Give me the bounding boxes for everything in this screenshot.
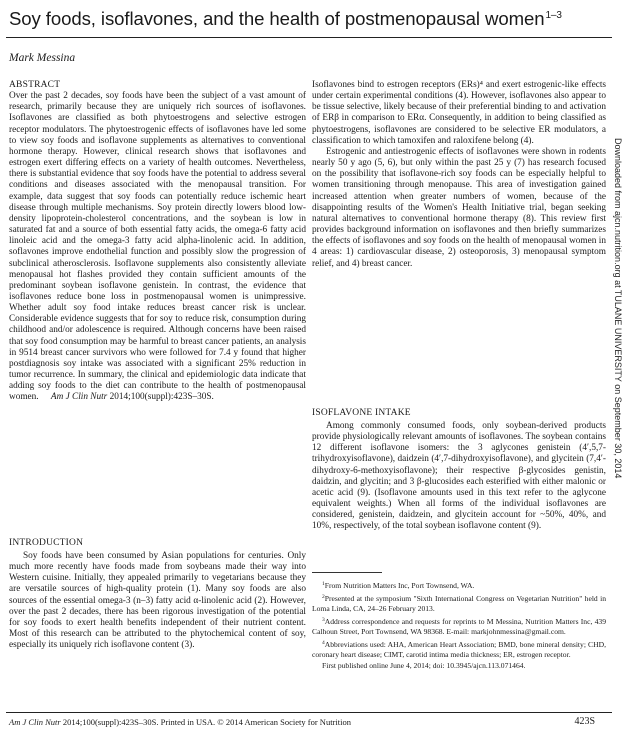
introduction-paragraph: Soy foods have been consumed by Asian populations for centuries. Only much more recently have foods made from soybeans made their way into Western cuisine. Initially, they appealed primarily to vegetarians because they are versatile sources of high-quality protein (1). Many soy foods are also sources of the essential omega-3 (n–3) fatty acid α-linolenic acid (2). However, over the past 2 decades, there has been rigorous investigation of the potential for soy foods to exert health benefits independent of their nutrient content. Most of this research can be attributed to the phytochemical content of soy, especially its uniquely rich isoflavone content (3). [9, 551, 306, 651]
page-footer [9, 717, 351, 727]
isoflavone-intake-section [312, 421, 606, 533]
abstract-body [9, 91, 306, 403]
footnote-text: Address correspondence and requests for reprints to M Messina, Nutrition Matters Inc, 439 Calhoun Street, Port Townsend, WA 98368. E-mail: markjohnmessina@gmail.com. [312, 617, 606, 636]
footnote [312, 592, 606, 614]
title-footnote-marks: 1–3 [545, 10, 562, 21]
footnote-text: From Nutrition Matters Inc, Port Townsend, WA. [324, 581, 475, 590]
footnote-mark: 3 [322, 617, 325, 623]
author-name: Mark Messina [9, 52, 76, 64]
footnote-text: Presented at the symposium "Sixth International Congress on Vegetarian Nutrition" held in Loma Linda, CA, 24–26 February 2013. [312, 594, 606, 613]
abstract-citation [51, 392, 214, 402]
citation-journal: Am J Clin Nutr [50, 392, 108, 403]
footer-rule [6, 712, 612, 713]
abstract-section [9, 80, 306, 404]
isoflavone-intake-heading: ISOFLAVONE INTAKE [312, 408, 411, 418]
introduction-section [9, 551, 306, 651]
paragraph-er-binding: Isoflavones bind to estrogen receptors (ERs)⁴ and exert estrogenic-like effects under certain experimental conditions (4). However, isoflavones also appear to be tissue selective, likely because of their preferential binding to and activation of ERβ in comparison to ERα. Consequently, in addition to being classified as phytoestrogens, isoflavones are considered to be selective ER modulators, a classification to which tamoxifen and raloxifene belong (4). [312, 80, 606, 146]
footnote-mark: 4 [322, 640, 325, 646]
page-number: 423S [574, 716, 595, 727]
footnote-text: Abbreviations used: AHA, American Heart Association; BMD, bone mineral density; CHD, coronary heart disease; CIMT, carotid intima media thickness; ER, estrogen receptor. [312, 640, 606, 659]
citation-details: 2014;100(suppl):423S–30S. [109, 392, 214, 403]
footnote-rule [312, 572, 382, 573]
isoflavone-intake-paragraph: Among commonly consumed foods, only soybean-derived products provide physiologically relevant amounts of isoflavones. The soybean contains 12 different isoflavone isomers: the 3 aglycones genistein (4′,5,7-trihydroxyisoflavone), daidzein (4′,7-dihydroxyisoflavone), and glycitein (7,4′-dihydroxy-6-methoxyisoflavone); their respective β-glycosides genistin, daidzin, and glycitin; and 3 β-glucosides each esterified with either malonic or acetic acid (9). (Isoflavone amounts used in this text refer to the aglycone equivalent weights.) When all forms of the individual isoflavones are considered, genistein, daidzein, and glycitein account for ~50%, 40%, and 10%, respectively, of the total soybean isoflavone content (9). [312, 421, 606, 532]
first-published-note [312, 661, 606, 671]
article-title [9, 8, 609, 30]
footnote [312, 615, 606, 637]
footnote-mark: 2 [322, 594, 325, 600]
paragraph-estrogenic-effects: Estrogenic and antiestrogenic effects of isoflavones were shown in rodents nearly 50 y ago (5, 6), but only within the past 25 y (7) has research focused on the possibility that isoflavone-rich soy foods can be especially helpful to women transitioning through menopause. This area of investigation gained increased attention when greater numbers of women, because of the disappointing results of the Women's Health Initiative trial, began seeking natural alternatives to conventional hormone therapy (8). This review first provides background information on isoflavones and then briefly summarizes the effects of isoflavones and soy foods on the health of menopausal women in 4 areas: 1) cardiovascular disease, 2) osteoporosis, 3) menopausal symptom relief, and 4) breast cancer. [312, 146, 606, 269]
abstract-heading: ABSTRACT [9, 80, 61, 90]
right-column-intro [312, 80, 606, 270]
introduction-heading: INTRODUCTION [9, 538, 84, 548]
footer-journal: Am J Clin Nutr [9, 717, 61, 727]
footnote [312, 638, 606, 660]
footnote-mark: 1 [322, 581, 325, 587]
download-watermark [613, 138, 628, 618]
download-watermark-text: Downloaded from ajcn.nutrition.org at TULANE UNIVERSITY on September 30, 2014 [613, 138, 623, 479]
footnote-text: First published online June 4, 2014; doi: 10.3945/ajcn.113.071464. [322, 661, 526, 670]
abstract-text: Over the past 2 decades, soy foods have been the subject of a vast amount of research, primarily because they are uniquely rich sources of isoflavones. Isoflavones are classified as both phytoestrogens and selective estrogen receptor modulators. The phytoestrogenic effects of isoflavones have led some to view soy foods and isoflavone supplements as alternatives to conventional hormone therapy. However, clinical research shows that isoflavones and estrogen exert differing effects on a variety of health outcomes. Nevertheless, there is substantial evidence that soy foods have the potential to address several conditions and diseases associated with the menopausal transition. For example, data suggest that soy foods can potentially reduce ischemic heart disease through multiple mechanisms. Soy protein directly lowers blood low-density lipoprotein-cholesterol concentrations, and the soybean is low in saturated fat and a source of both essential fatty acids, the omega-6 fatty acid linoleic acid and the omega-3 fatty acid alpha-linolenic acid. In addition, soflavones improve endothelial function and possibly slow the progression of subclinical atherosclerosis. Isoflavone supplements also consistently alleviate menopausal hot flashes provided they contain sufficient amounts of the predominant soybean isoflavone genistein. In contrast, the evidence that isoflavones reduce bone loss in postmenopausal women is unimpressive. Whether adult soy food intake reduces breast cancer risk is unclear. Considerable evidence suggests that for soy to reduce risk, consumption during childhood and/or adolescence is required. Although concerns have been raised that soy food consumption may be harmful to breast cancer patients, an analysis in 9514 breast cancer survivors who were followed for 7.4 y found that higher postdiagnosis soy intake was associated with a significant 25% reduction in tumor recurrence. In summary, the clinical and epidemiologic data indicate that adding soy foods to the diet can contribute to the health of postmenopausal women. [9, 91, 306, 403]
footnote [312, 579, 606, 591]
footer-details: 2014;100(suppl):423S–30S. Printed in USA. © 2014 American Society for Nutrition [62, 717, 351, 727]
title-rule [6, 37, 612, 38]
title-text: Soy foods, isoflavones, and the health of postmenopausal women [9, 8, 545, 29]
footnotes [312, 579, 606, 672]
